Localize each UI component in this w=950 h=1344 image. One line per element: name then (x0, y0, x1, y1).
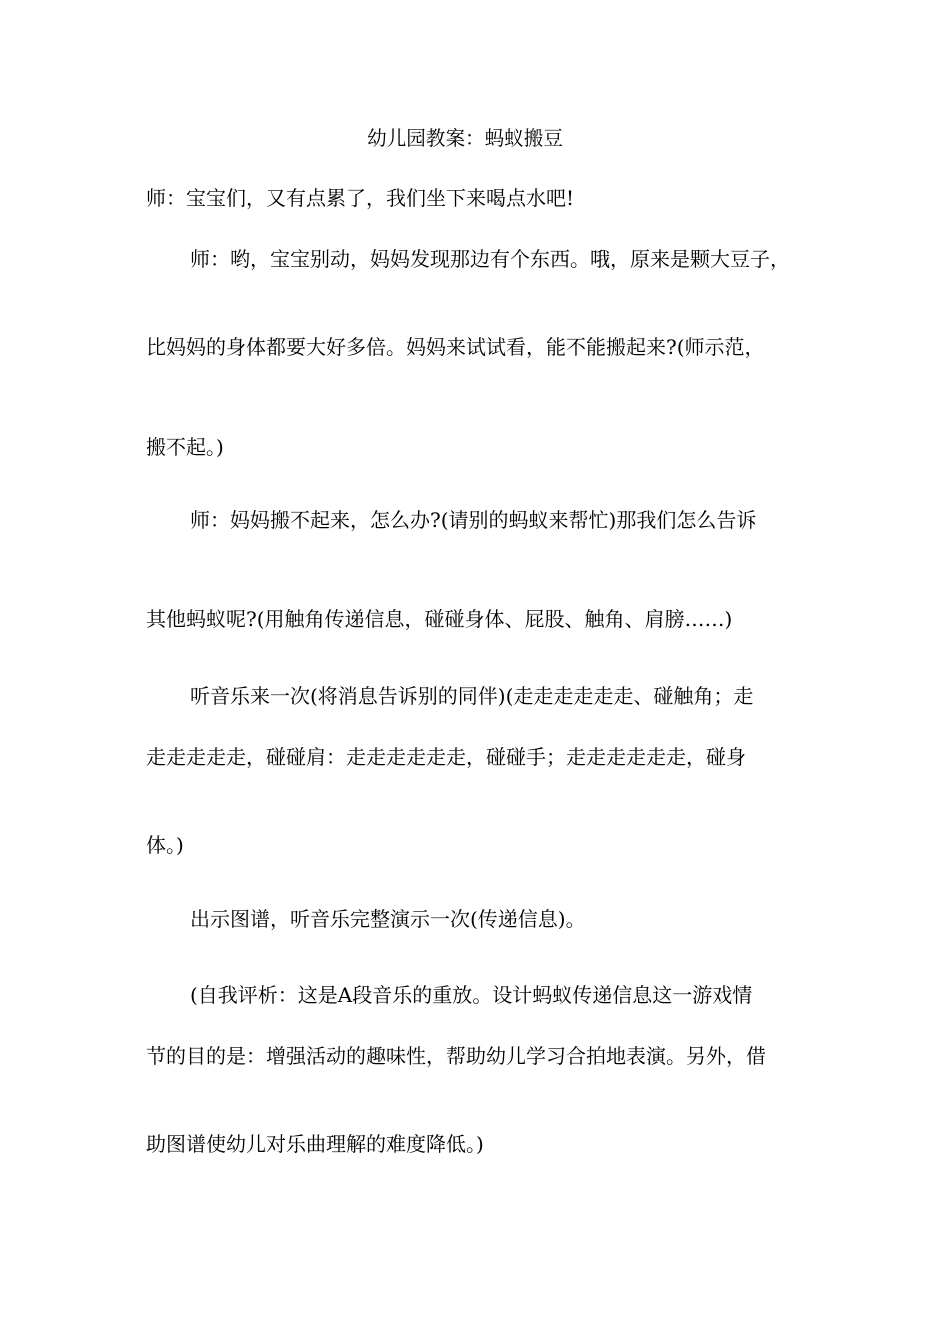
text-line-9: 体。) (146, 833, 184, 857)
text-line-5: 师：妈妈搬不起来，怎么办?(请别的蚂蚁来帮忙)那我们怎么告诉 (190, 508, 757, 532)
text-line-8: 走走走走走，碰碰肩：走走走走走走，碰碰手；走走走走走走，碰身 (146, 745, 746, 769)
text-line-7: 听音乐来一次(将消息告诉别的同伴)(走走走走走走、碰触角；走 (190, 684, 754, 708)
text-line-6: 其他蚂蚁呢?(用触角传递信息，碰碰身体、屁股、触角、肩膀……) (146, 607, 733, 631)
text-line-10: 出示图谱，听音乐完整演示一次(传递信息)。 (190, 907, 586, 931)
text-line-4: 搬不起。) (146, 435, 224, 459)
text-line-1: 师：宝宝们，又有点累了，我们坐下来喝点水吧! (146, 186, 575, 210)
text-line-12: 节的目的是：增强活动的趣味性，帮助幼儿学习合拍地表演。另外，借 (146, 1044, 766, 1068)
text-line-11: (自我评析：这是A段音乐的重放。设计蚂蚁传递信息这一游戏情 (190, 983, 753, 1007)
text-line-2: 师：哟，宝宝别动，妈妈发现那边有个东西。哦，原来是颗大豆子， (190, 247, 790, 271)
text-line-3: 比妈妈的身体都要大好多倍。妈妈来试试看，能不能搬起来?(师示范， (146, 335, 765, 359)
text-line-13: 助图谱使幼儿对乐曲理解的难度降低。) (146, 1132, 484, 1156)
document-title: 幼儿园教案：蚂蚁搬豆 (367, 126, 563, 150)
